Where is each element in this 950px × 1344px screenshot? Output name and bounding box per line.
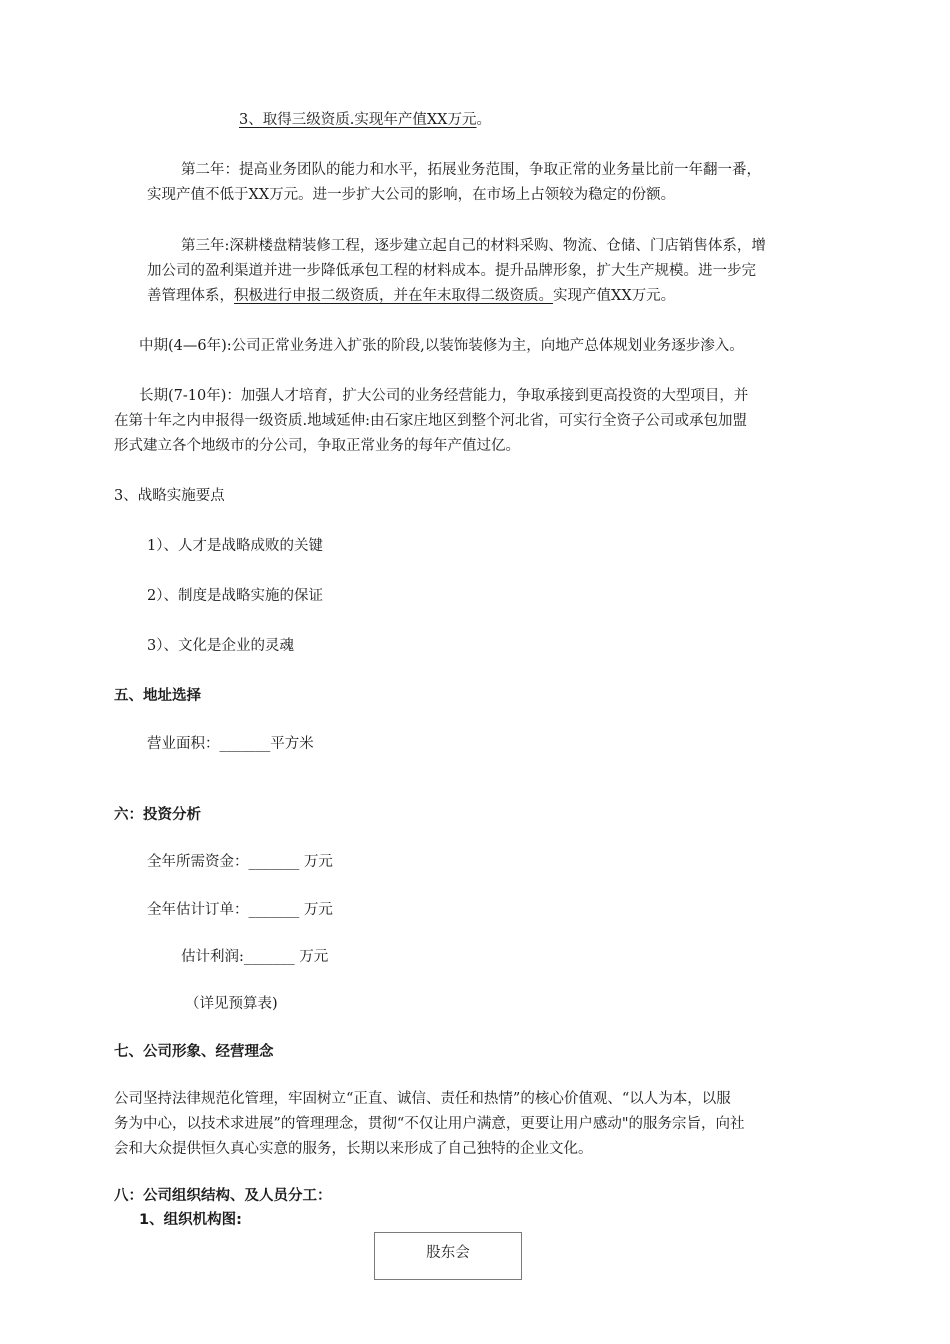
- long-term-line-3: 形式建立各个地级市的分公司，争取正常业务的每年产值过亿。: [114, 438, 520, 454]
- year2-line-1: 第二年：提高业务团队的能力和水平，拓展业务范围，争取正常的业务量比前一年翻一番，: [181, 162, 761, 178]
- section-5-heading: 五、地址选择: [114, 688, 201, 704]
- strategy-point-3: 3）、文化是企业的灵魂: [147, 638, 294, 654]
- goal-item-3: [239, 108, 491, 129]
- long-term-line-1: 长期(7-10年)：加强人才培育，扩大公司的业务经营能力，争取承接到更高投资的大型项目，并: [139, 388, 749, 404]
- section-8-heading: 八：公司组织结构、及人员分工：: [114, 1188, 332, 1204]
- budget-note: （详见预算表): [185, 996, 278, 1012]
- year2-line-2: 实现产值不低于XX万元。进一步扩大公司的影响，在市场上占领较为稳定的份额。: [147, 187, 676, 203]
- org-chart-subheading: 1、组织机构图:: [139, 1212, 242, 1228]
- strategy-point-2: 2）、制度是战略实施的保证: [147, 588, 323, 604]
- section-7-line-3: 会和大众提供恒久真心实意的服务，长期以来形成了自己独特的企业文化。: [114, 1141, 593, 1157]
- goal-item-3-period: 。: [476, 112, 491, 128]
- mid-term-paragraph: 中期(4—6年):公司正常业务进入扩张的阶段,以装饰装修为主，向地产总体规划业务逐步渗入。: [139, 338, 744, 354]
- year3-line-3-pre: 善管理体系，: [147, 288, 234, 304]
- section-7-line-2: 务为中心，以技术求进展”的管理理念，贯彻“不仅让用户满意，更要让用户感动"的服务宗旨，向社: [114, 1116, 745, 1132]
- year3-line-3-post: 实现产值XX万元。: [553, 288, 676, 304]
- goal-item-3-text: 3、取得三级资质.实现年产值XX万元: [239, 112, 477, 128]
- org-chart-shareholders-label: 股东会: [426, 1245, 470, 1261]
- strategy-heading: 3、战略实施要点: [114, 488, 225, 504]
- year3-line-1: 第三年:深耕楼盘精装修工程，逐步建立起自己的材料采购、物流、仓储、门店销售体系，增: [181, 238, 766, 254]
- strategy-point-1: 1）、人才是战略成败的关键: [147, 538, 323, 554]
- section-7-line-1: 公司坚持法律规范化管理，牢固树立“正直、诚信、责任和热情”的核心价值观、“以人为本，以服: [114, 1091, 731, 1107]
- estimated-profit-field: 估计利润:_______ 万元: [181, 949, 329, 965]
- org-chart-shareholders-box: [374, 1232, 522, 1280]
- year3-line-2: 加公司的盈利渠道并进一步降低承包工程的材料成本。提升品牌形象，扩大生产规模。进一步完: [147, 263, 756, 279]
- annual-funds-field: 全年所需资金：_______ 万元: [147, 854, 333, 870]
- section-7-heading: 七、公司形象、经营理念: [114, 1044, 274, 1060]
- long-term-line-2: 在第十年之内申报得一级资质.地域延伸:由石家庄地区到整个河北省，可实行全资子公司或承包加盟: [114, 413, 747, 429]
- business-area-field: 营业面积：_______平方米: [147, 736, 314, 752]
- section-6-heading: 六：投资分析: [114, 807, 201, 823]
- annual-orders-field: 全年估计订单：_______ 万元: [147, 902, 333, 918]
- year3-line-3: [147, 284, 675, 305]
- year3-line-3-underlined: 积极进行申报二级资质，并在年末取得二级资质。: [234, 288, 553, 304]
